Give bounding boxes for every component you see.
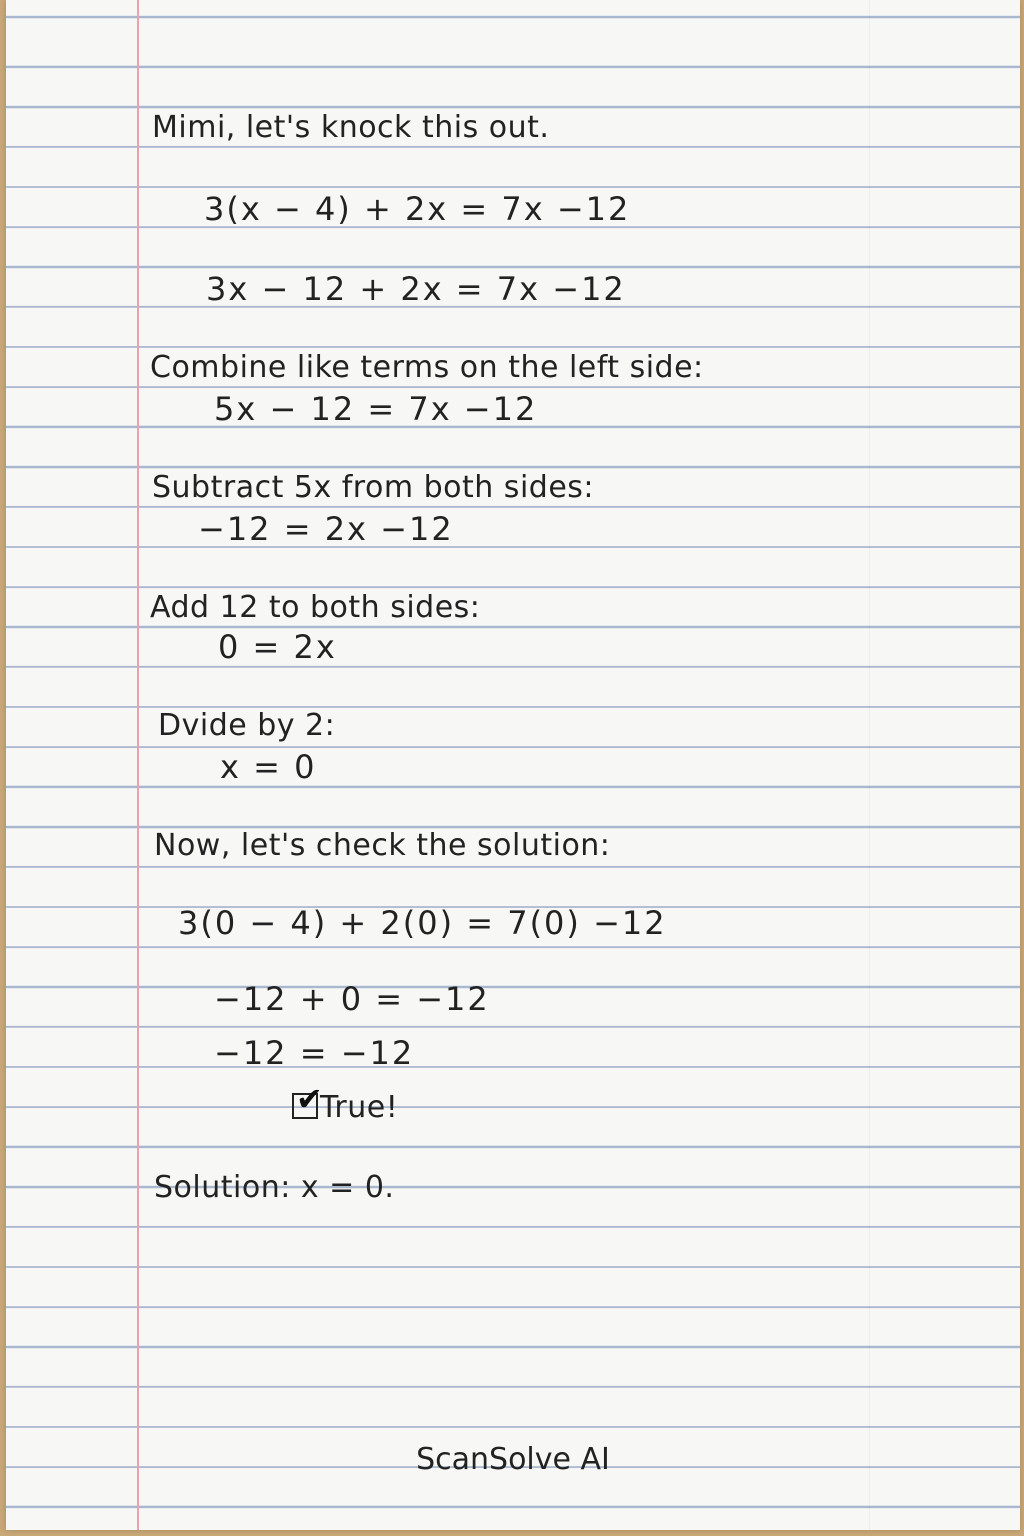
- page-fold: [869, 0, 870, 1530]
- checkbox-icon: [292, 1080, 324, 1119]
- step-subtract-equation: −12 = 2x −12: [198, 510, 454, 548]
- brand-footer: ScanSolve AI: [416, 1442, 610, 1477]
- check-simplified: −12 + 0 = −12: [214, 980, 490, 1018]
- notebook-page: [6, 0, 1020, 1530]
- step-divide-equation: x = 0: [220, 748, 317, 786]
- equation-distributed: 3x − 12 + 2x = 7x −12: [206, 270, 626, 308]
- step-subtract-label: Subtract 5x from both sides:: [152, 470, 595, 505]
- step-divide-label: Dvide by 2:: [158, 708, 336, 743]
- checkmark-icon: ✔: [296, 1080, 324, 1118]
- solution-text: Solution: x = 0.: [154, 1170, 395, 1205]
- margin-line: [137, 0, 139, 1530]
- step-add-label: Add 12 to both sides:: [150, 590, 481, 625]
- check-result: [292, 1080, 399, 1125]
- check-final: −12 = −12: [214, 1034, 415, 1072]
- step-combine-label: Combine like terms on the left side:: [150, 350, 704, 385]
- step-combine-equation: 5x − 12 = 7x −12: [214, 390, 538, 428]
- check-substitution: 3(0 − 4) + 2(0) = 7(0) −12: [178, 904, 667, 942]
- check-result-text: True!: [320, 1090, 399, 1125]
- greeting-text: Mimi, let's knock this out.: [152, 110, 550, 145]
- equation-original: 3(x − 4) + 2x = 7x −12: [204, 190, 631, 228]
- step-add-equation: 0 = 2x: [218, 628, 337, 666]
- check-label: Now, let's check the solution:: [154, 828, 611, 863]
